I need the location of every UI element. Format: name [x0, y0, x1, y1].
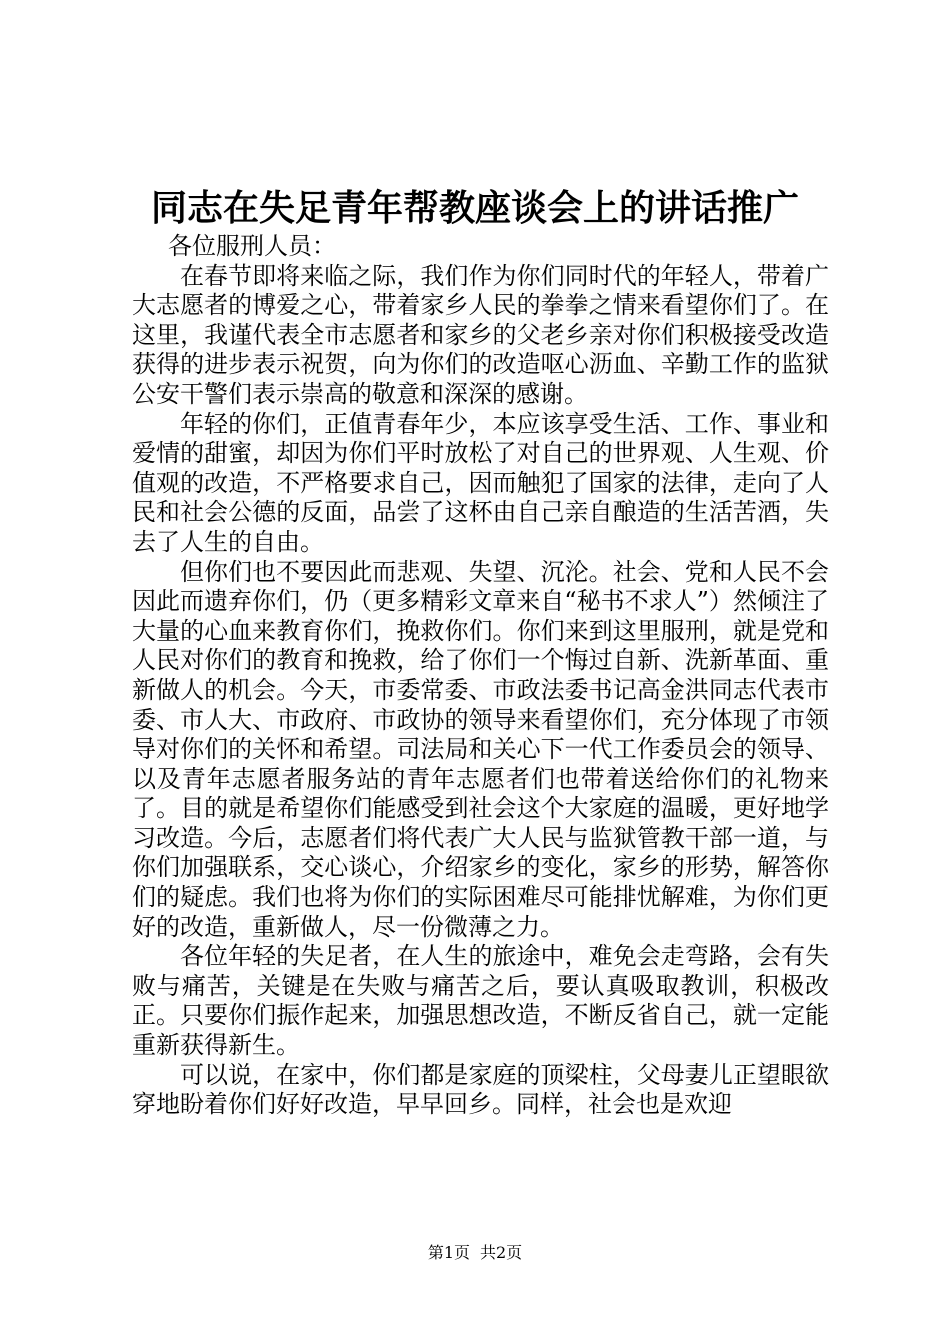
page-number-current: 第1页 — [427, 1243, 470, 1262]
page-number-total: 共2页 — [480, 1243, 523, 1262]
document-title: 同志在失足青年帮教座谈会上的讲话推广 — [150, 187, 799, 229]
paragraph-4: 各位年轻的失足者，在人生的旅途中，难免会走弯路，会有失败与痛苦，关键是在失败与痛苦之后，要认真吸取教训，积极改正。只要你们振作起来，加强思想改造，不断反省自己，就一定能重新获得新生。 — [132, 942, 829, 1060]
paragraph-1: 在春节即将来临之际，我们作为你们同时代的年轻人，带着广大志愿者的博爱之心，带着家乡人民的拳拳之情来看望你们了。在这里，我谨代表全市志愿者和家乡的父老乡亲对你们积极接受改造获得的进步表示祝贺，向为你们的改造呕心沥血、辛勤工作的监狱公安干警们表示崇高的敬意和深深的感谢。 — [132, 261, 829, 408]
paragraph-3: 但你们也不要因此而悲观、失望、沉沦。社会、党和人民不会因此而遗弃你们，仍（更多精彩文章来自“秘书不求人”）然倾注了大量的心血来教育你们，挽救你们。你们来到这里服刑，就是党和人民对你们的教育和挽救，给了你们一个悔过自新、洗新革面、重新做人的机会。今天，市委常委、市政法委书记高金洪同志代表市委、市人大、市政府、市政协的领导来看望你们，充分体现了市领导对你们的关怀和希望。司法局和关心下一代工作委员会的领导、以及青年志愿者服务站的青年志愿者们也带着送给你们的礼物来了。目的就是希望你们能感受到社会这个大家庭的温暖，更好地学习改造。今后，志愿者们将代表广大人民与监狱管教干部一道，与你们加强联系，交心谈心，介绍家乡的变化，家乡的形势，解答你们的疑虑。我们也将为你们的实际困难尽可能排忧解难，为你们更好的改造，重新做人，尽一份微薄之力。 — [132, 557, 829, 941]
salutation: 各位服刑人员： — [168, 232, 336, 260]
paragraph-2: 年轻的你们，正值青春年少，本应该享受生活、工作、事业和爱情的甜蜜，却因为你们平时放松了对自己的世界观、人生观、价值观的改造，不严格要求自己，因而触犯了国家的法律，走向了人民和社会公德的反面，品尝了这杯由自己亲自酿造的生活苦酒，失去了人生的自由。 — [132, 409, 829, 556]
document-body — [132, 232, 829, 1120]
page-footer — [0, 1242, 950, 1264]
paragraph-5: 可以说，在家中，你们都是家庭的顶梁柱，父母妻儿正望眼欲穿地盼着你们好好改造，早早回乡。同样，社会也是欢迎 — [132, 1060, 829, 1119]
